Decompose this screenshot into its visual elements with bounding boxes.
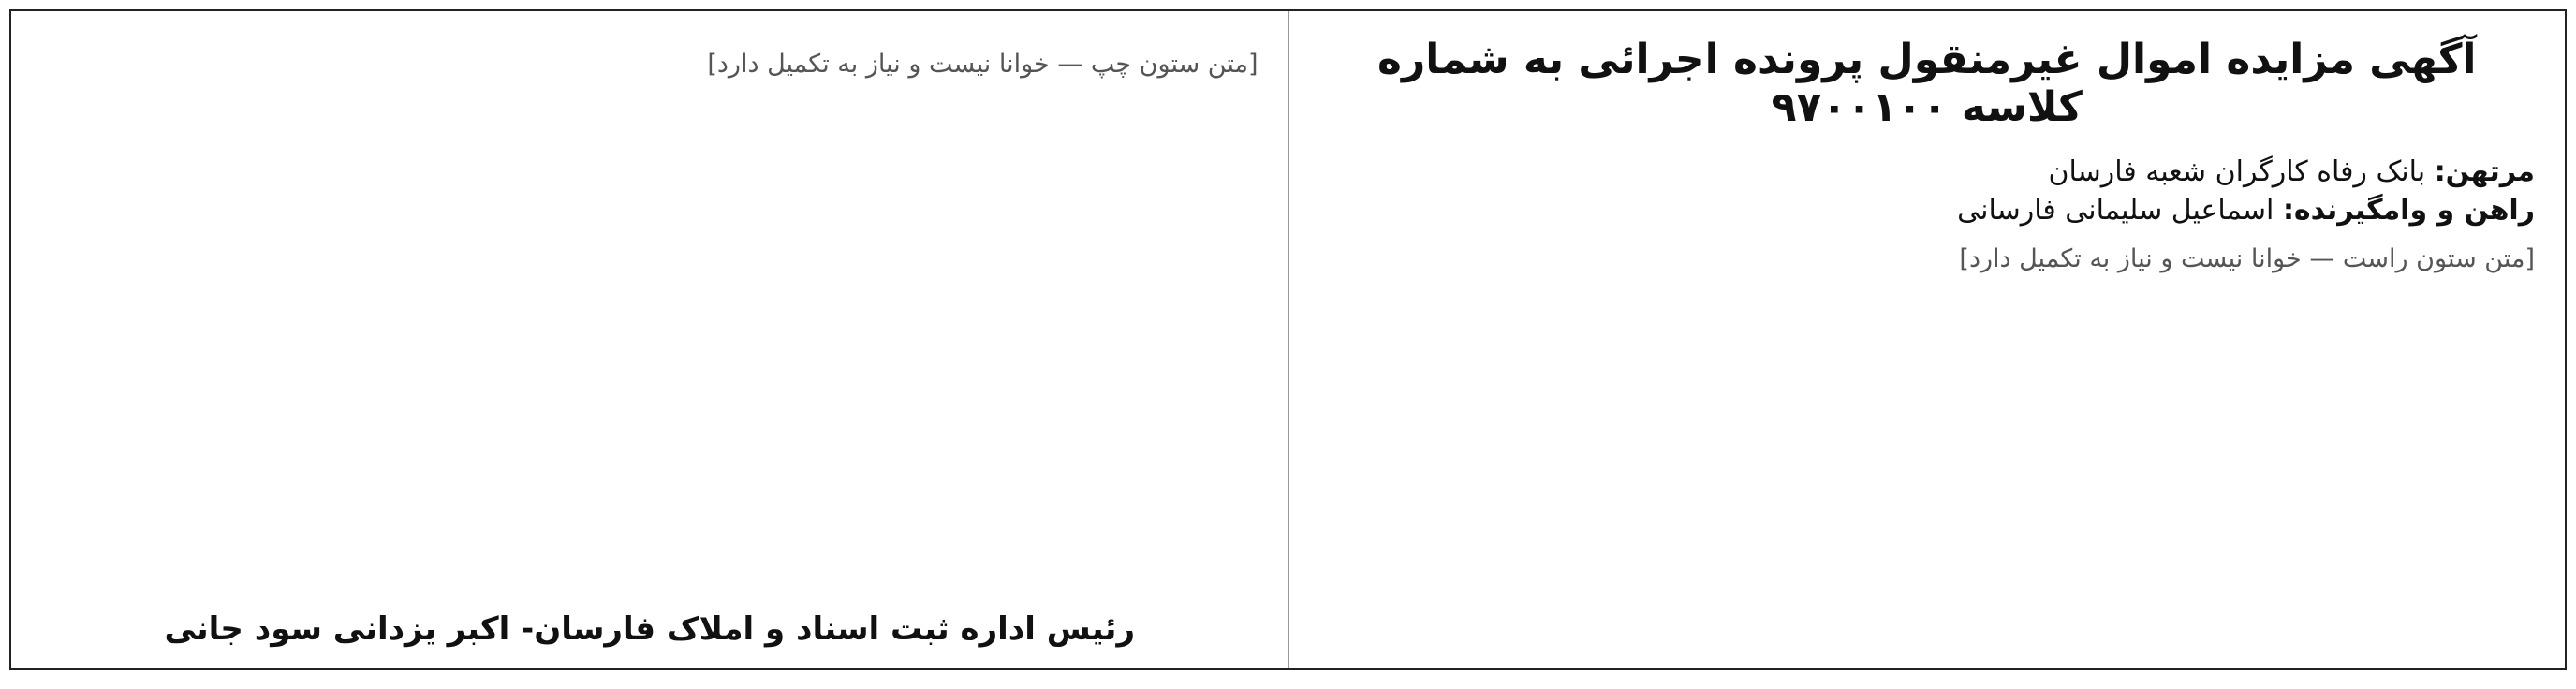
right-column [1288,11,2566,668]
mortgagee-line [1319,155,2536,188]
notice-sheet [9,9,2567,670]
mortgagor-value: اسماعیل سلیمانی فارسانی [1957,194,2274,227]
mortgagor-label: راهن و وامگیرنده: [2282,194,2535,227]
right-column-body: [متن ستون راست — خوانا نیست و نیاز به تکمیل دارد] [1959,244,2535,273]
left-column [11,11,1288,668]
mortgagee-value: بانک رفاه کارگران شعبه فارسان [2048,155,2426,188]
mortgagor-line [1319,194,2536,227]
notice-title: آگهی مزایده اموال غیرمنقول پرونده اجرائی به شماره کلاسه ۹۷۰۰۱۰۰ [1377,36,2477,131]
left-column-body: [متن ستون چپ — خوانا نیست و نیاز به تکمیل دارد] [707,50,1259,79]
signature-line: رئیس اداره ثبت اسناد و املاک فارسان- اکبر یزدانی سود جانی [164,610,1136,648]
mortgagee-label: مرتهن: [2434,155,2535,188]
